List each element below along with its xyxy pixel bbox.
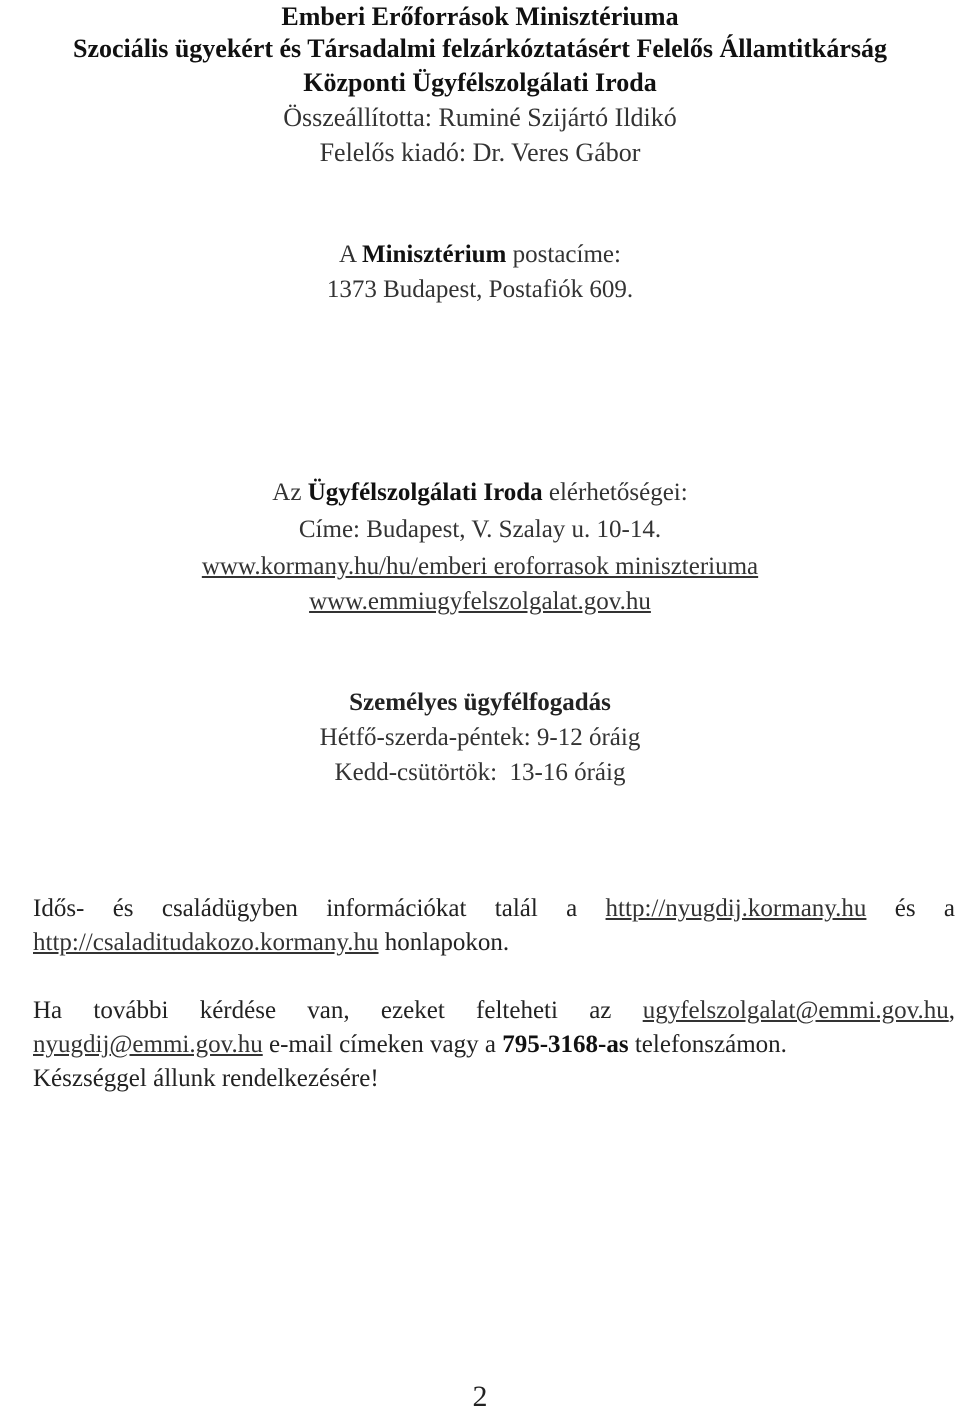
ugyfelszolgalat-email-link[interactable]: ugyfelszolgalat@emmi.gov.hu xyxy=(642,997,949,1024)
info-text-3: honlapokon. xyxy=(378,929,510,956)
publisher: Felelős kiadó: Dr. Veres Gábor xyxy=(319,138,641,167)
reception-hours-1: Hétfő-szerda-péntek: 9-12 óráig xyxy=(319,724,641,751)
page-number: 2 xyxy=(472,1380,488,1413)
office-address: Címe: Budapest, V. Szalay u. 10-14. xyxy=(298,516,662,543)
emmi-ugyfelszolgalat-link[interactable]: www.emmiugyfelszolgalat.gov.hu xyxy=(309,588,651,615)
contact-comma: , xyxy=(948,997,955,1024)
contact-text-3: telefonszámon. xyxy=(628,1031,787,1058)
office-name: Ügyfélszolgálati Iroda xyxy=(307,479,543,506)
phone-number: 795-3168-as xyxy=(502,1031,629,1058)
compiled-by: Összeállította: Ruminé Szijártó Ildikó xyxy=(283,103,677,132)
header-state-secretariat: Szociális ügyekért és Társadalmi felzárkóztatásért Felelős Államtitkárság xyxy=(72,34,888,63)
reception-title: Személyes ügyfélfogadás xyxy=(349,689,611,716)
office-prefix: Az xyxy=(272,479,308,506)
contact-line-2 xyxy=(33,1028,955,1062)
closing-line: Készséggel állunk rendelkezésére! xyxy=(33,1065,379,1092)
ministry-prefix: A xyxy=(339,241,362,268)
contact-paragraph xyxy=(33,994,955,1096)
contact-line-1 xyxy=(33,994,955,1028)
csaladitudakozo-link[interactable]: http://csaladitudakozo.kormany.hu xyxy=(33,929,379,956)
ministry-address-heading xyxy=(0,238,960,272)
office-suffix: elérhetőségei: xyxy=(542,479,688,506)
header-ministry-name: Emberi Erőforrások Minisztériuma xyxy=(281,2,679,31)
ministry-postal-address: 1373 Budapest, Postafiók 609. xyxy=(326,276,634,303)
nyugdij-link[interactable]: http://nyugdij.kormany.hu xyxy=(605,895,867,922)
info-text-2: és a xyxy=(866,895,955,922)
office-contacts-heading xyxy=(0,476,960,510)
nyugdij-email-link[interactable]: nyugdij@emmi.gov.hu xyxy=(33,1031,263,1058)
ministry-suffix: postacíme: xyxy=(506,241,621,268)
info-line-1 xyxy=(33,892,955,926)
reception-hours-2: Kedd-csütörtök: 13-16 óráig xyxy=(334,759,626,786)
office-link-row-1 xyxy=(0,550,960,584)
contact-text-1: Ha további kérdése van, ezeket felteheti az xyxy=(33,997,643,1024)
kormany-link[interactable]: www.kormany.hu/hu/emberi eroforrasok miniszteriuma xyxy=(201,553,759,580)
contact-text-2: e-mail címeken vagy a xyxy=(262,1031,503,1058)
info-text-1: Idős- és családügyben információkat talál a xyxy=(33,895,606,922)
header-office-name: Központi Ügyfélszolgálati Iroda xyxy=(303,68,657,97)
info-line-2 xyxy=(33,926,955,960)
office-link-row-2 xyxy=(0,585,960,619)
ministry-name: Minisztérium xyxy=(361,241,507,268)
info-paragraph xyxy=(33,892,955,960)
